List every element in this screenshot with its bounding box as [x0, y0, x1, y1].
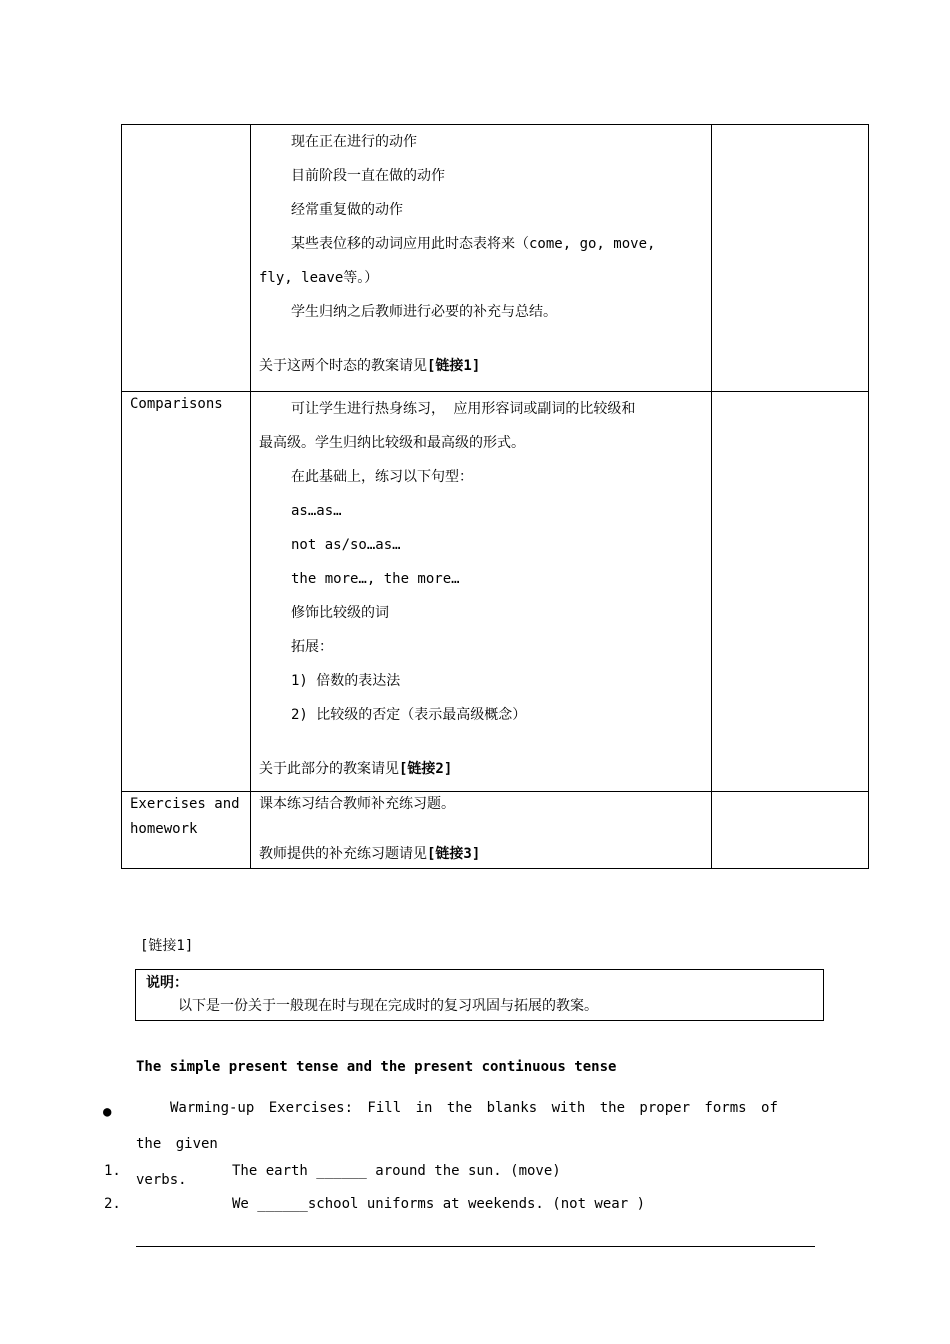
content-line: 现在正在进行的动作 [291, 134, 417, 150]
row3-content-cell [251, 792, 712, 869]
content-line: 修饰比较级的词 [291, 605, 389, 621]
content-line: 学生归纳之后教师进行必要的补充与总结。 [291, 304, 557, 320]
content-line: 目前阶段一直在做的动作 [291, 168, 445, 184]
link-line [259, 842, 703, 867]
content-line: not as/so…as… [291, 537, 401, 553]
exercise-number: 2. [104, 1196, 121, 1212]
link-line [259, 752, 703, 786]
link-2[interactable]: [链接2] [399, 761, 453, 777]
content-line: 某些表位移的动词应用此时态表将来（come, go, move, [291, 236, 656, 252]
content-line: fly, leave等。） [259, 270, 379, 286]
link-prefix: 关于这两个时态的教案请见 [259, 358, 427, 374]
row1-topic-cell [122, 125, 251, 392]
exercise-number: 1. [104, 1163, 121, 1179]
note-box [135, 969, 824, 1021]
link-3[interactable]: [链接3] [427, 846, 481, 862]
row2-content-cell [251, 392, 712, 792]
content-line: 可让学生进行热身练习， 应用形容词或副词的比较级和 [291, 401, 636, 417]
row1-notes-cell [712, 125, 869, 392]
content-line: 在此基础上，练习以下句型： [291, 469, 473, 485]
link-prefix: 关于此部分的教案请见 [259, 761, 399, 777]
link-line [259, 349, 703, 383]
row1-content-cell [251, 125, 712, 392]
table-row [122, 392, 869, 792]
row3-topic-cell: Exercises and homework [122, 792, 251, 869]
section-heading: The simple present tense and the present continuous tense [136, 1059, 617, 1075]
table-row [122, 125, 869, 392]
note-body: 以下是一份关于一般现在时与现在完成时的复习巩固与拓展的教案。 [178, 998, 598, 1014]
link1-anchor-label: [链接1] [140, 938, 194, 954]
content-line: 课本练习结合教师补充练习题。 [259, 796, 455, 812]
lesson-table [121, 124, 869, 869]
content-line: the more…, the more… [291, 571, 460, 587]
row3-notes-cell [712, 792, 869, 869]
exercise-item [104, 1196, 645, 1212]
content-line: 2) 比较级的否定（表示最高级概念） [291, 707, 527, 723]
content-line: 经常重复做的动作 [291, 202, 403, 218]
content-line: 1) 倍数的表达法 [291, 673, 401, 689]
warmup-bullet-item [100, 1090, 816, 1198]
row2-topic-cell: Comparisons [122, 392, 251, 792]
link-prefix: 教师提供的补充练习题请见 [259, 846, 427, 862]
warmup-instruction-cont: verbs. [136, 1172, 187, 1188]
row2-notes-cell [712, 392, 869, 792]
warmup-instruction: Warming-up Exercises: Fill in the blanks with the proper forms of the given [136, 1100, 778, 1152]
content-line: 拓展： [291, 639, 333, 655]
content-line: 最高级。学生归纳比较级和最高级的形式。 [259, 435, 525, 451]
link-1[interactable]: [链接1] [427, 358, 481, 374]
note-title: 说明： [146, 975, 188, 991]
table-row [122, 792, 869, 869]
exercise-text: We ______school uniforms at weekends. (not wear ) [232, 1196, 646, 1212]
bullet-icon: ● [103, 1104, 112, 1120]
content-line: as…as… [291, 503, 342, 519]
exercise-item [104, 1163, 561, 1179]
exercise-text: The earth ______ around the sun. (move) [232, 1163, 561, 1179]
footer-rule [136, 1246, 815, 1247]
